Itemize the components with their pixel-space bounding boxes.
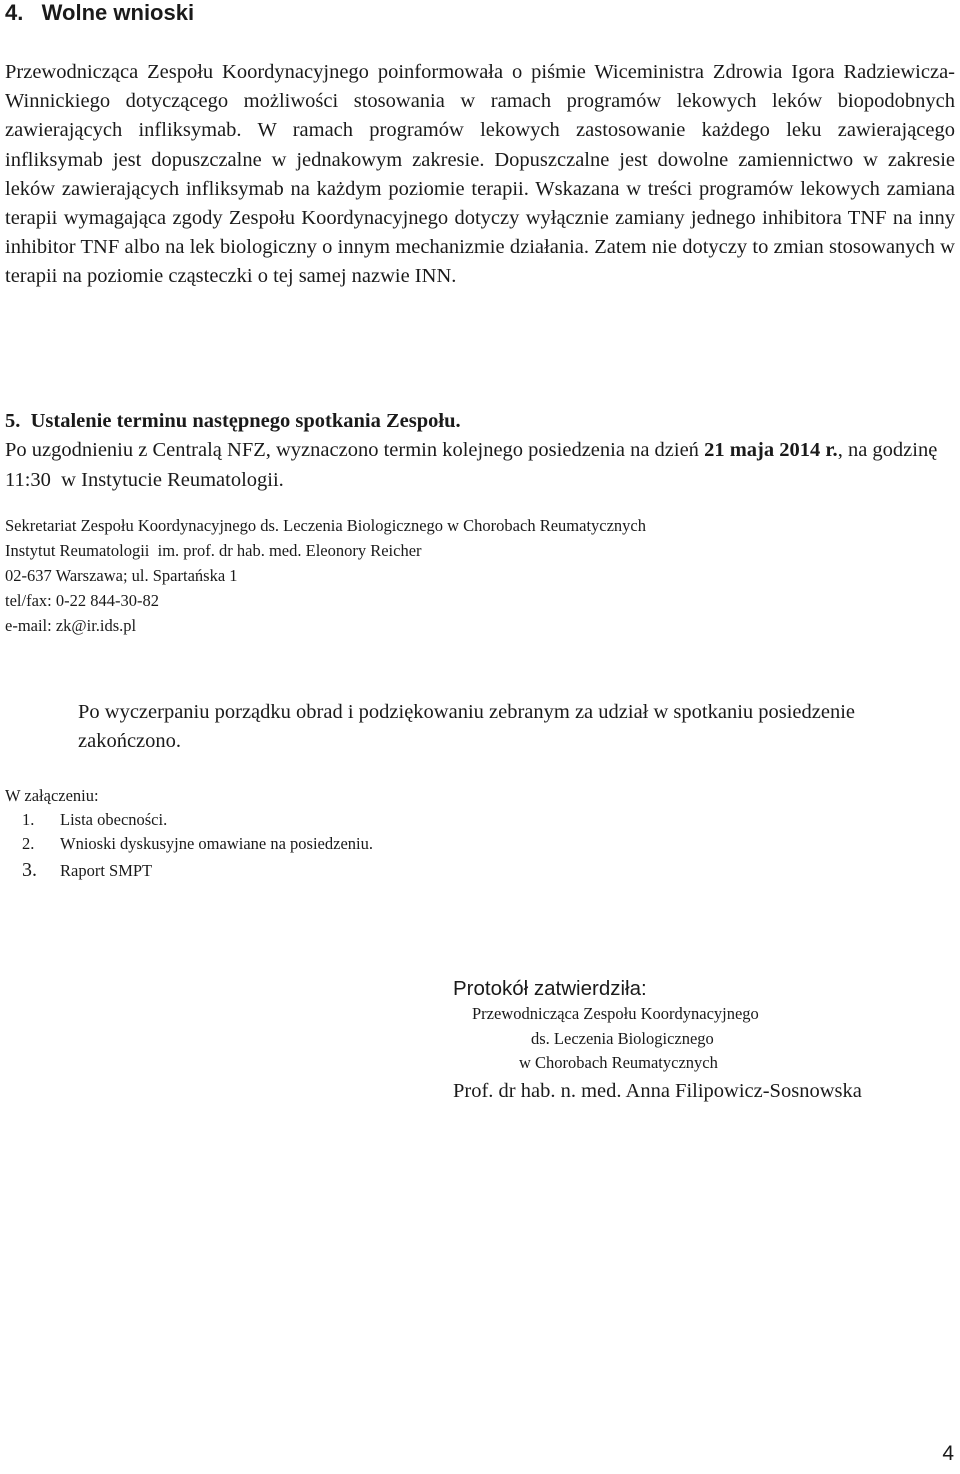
section-5-heading: 5. Ustalenie terminu następnego spotkania Zespołu.: [5, 410, 461, 432]
meeting-text-after: , na godzinę 11:30 w Instytucie Reumatologii.: [5, 439, 943, 491]
closing-statement: [5, 698, 955, 755]
section-5-paragraph: [5, 436, 955, 495]
attachment-item: [22, 834, 373, 854]
attachment-number: 3.: [22, 859, 37, 881]
meeting-text-before: Po uzgodnieniu z Centralą NFZ, wyznaczono termin kolejnego posiedzenia na dzień: [5, 439, 705, 461]
attachments-heading: W załączeniu:: [5, 786, 99, 805]
section-4-heading: 4. Wolne wnioski: [5, 0, 195, 25]
approval-signatory-name: Prof. dr hab. n. med. Anna Filipowicz-Sosnowska: [453, 1080, 862, 1102]
attachment-item: [22, 860, 152, 881]
approval-heading: Protokół zatwierdziła:: [453, 977, 647, 1000]
contact-secretariat: Sekretariat Zespołu Koordynacyjnego ds. Leczenia Biologicznego w Chorobach Reumatycznych: [5, 516, 646, 535]
approval-role-field: w Chorobach Reumatycznych: [519, 1053, 718, 1072]
contact-phone: tel/fax: 0-22 844-30-82: [5, 591, 159, 610]
contact-institute: Instytut Reumatologii im. prof. dr hab. med. Eleonory Reicher: [5, 541, 422, 560]
attachment-label: Wnioski dyskusyjne omawiane na posiedzeniu.: [60, 834, 373, 853]
attachment-label: Lista obecności.: [60, 810, 168, 829]
approval-role-scope: ds. Leczenia Biologicznego: [531, 1029, 714, 1048]
contact-email: e-mail: zk@ir.ids.pl: [5, 616, 137, 635]
meeting-date: 21 maja 2014 r.: [704, 439, 838, 461]
closing-text: Po wyczerpaniu porządku obrad i podziękowaniu zebranym za udział w spotkaniu posiedzenie zakończono.: [78, 701, 856, 752]
attachment-number: 2.: [22, 834, 35, 853]
section-4-paragraph: Przewodnicząca Zespołu Koordynacyjnego poinformowała o piśmie Wiceministra Zdrowia Igora Radziewicza-Winnickiego dotyczącego możliwości stosowania w ramach programów lekowych leków biopodobnych zawierających infliksymab. W ramach programów lekowych zastosowanie każdego leku zawierającego infliksymab jest dopuszczalne w jednakowym zakresie. Dopuszczalne jest dowolne zamiennictwo w zakresie leków zawierających infliksymab na każdym poziomie terapii. Wskazana w treści programów lekowych zamiana terapii wymagająca zgody Zespołu Koordynacyjnego dotyczy wyłącznie zamiany jednego inhibitora TNF na inny inhibitor TNF albo na lek biologiczny o innym mechanizmie działania. Zatem nie dotyczy to zmian stosowanych w terapii na poziomie cząsteczki o tej samej nazwie INN.: [5, 61, 955, 288]
page-number: 4: [942, 1442, 954, 1465]
attachment-item: [22, 810, 167, 830]
attachment-number: 1.: [22, 810, 35, 829]
approval-role-chair: Przewodnicząca Zespołu Koordynacyjnego: [472, 1004, 759, 1023]
attachment-label: Raport SMPT: [60, 861, 153, 880]
contact-address: 02-637 Warszawa; ul. Spartańska 1: [5, 566, 238, 585]
